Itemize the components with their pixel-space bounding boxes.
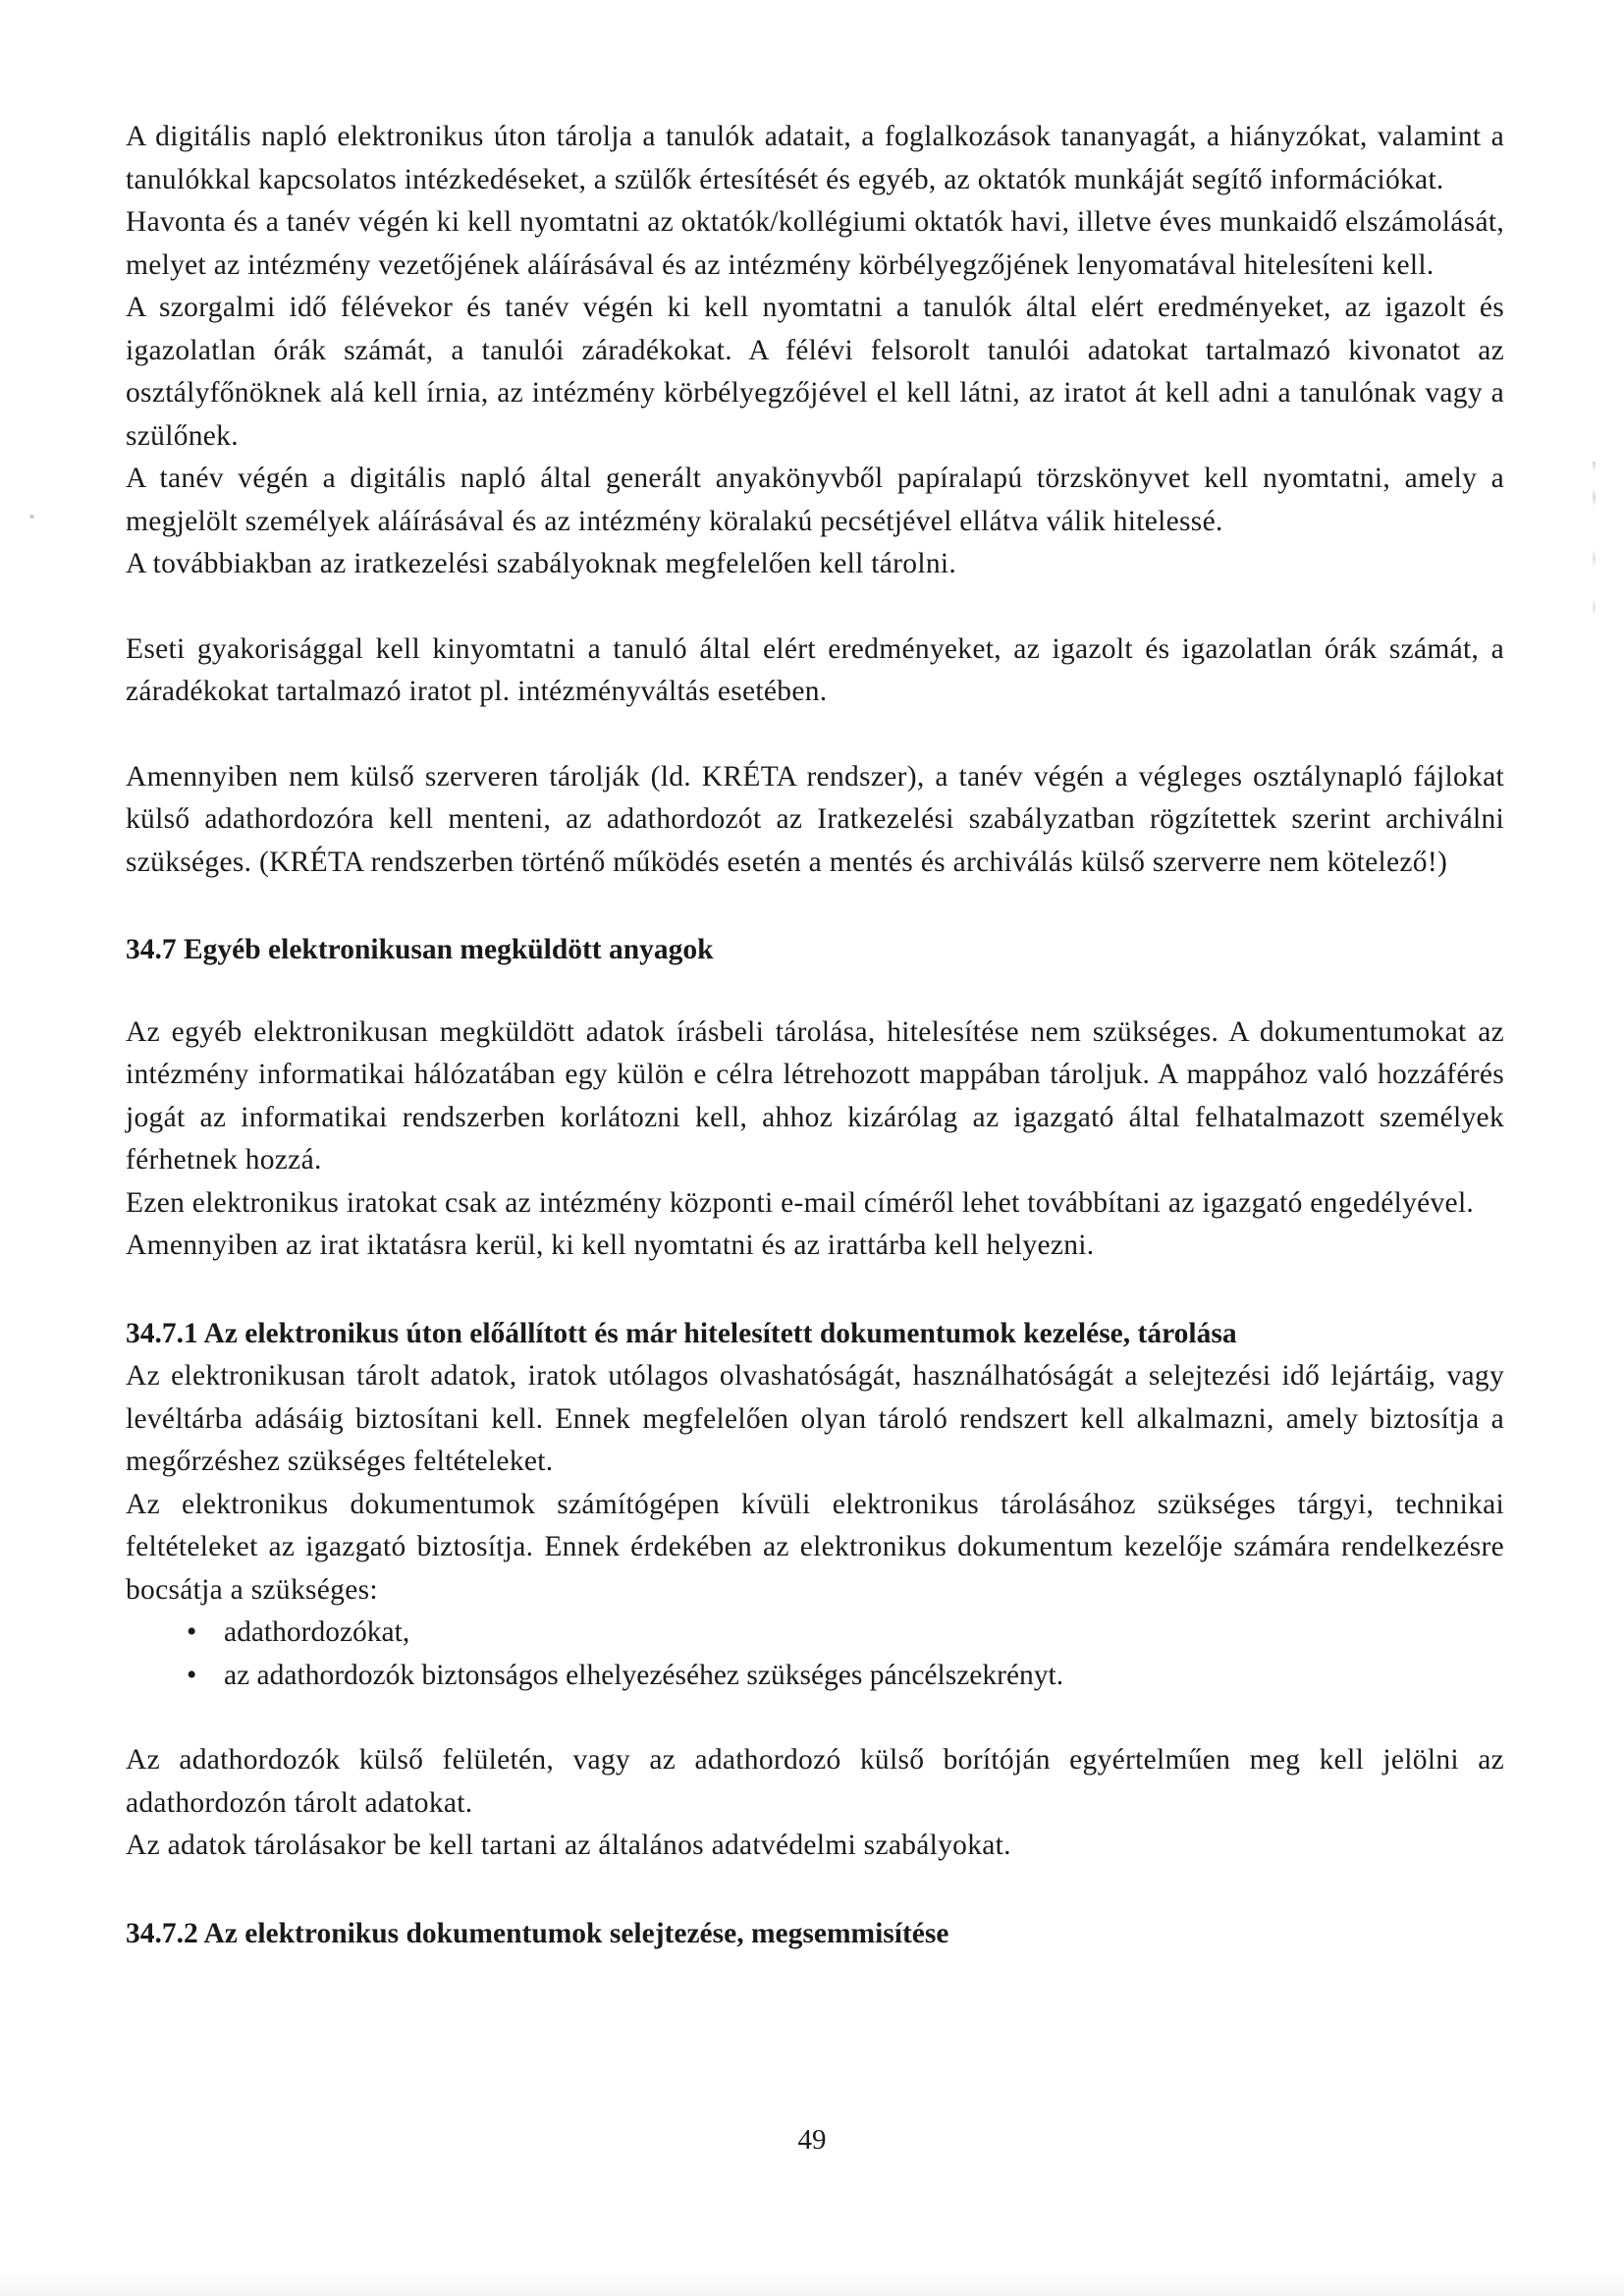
list-item-label: az adathordozók biztonságos elhelyezéséhez szükséges páncélszekrényt. — [224, 1659, 1064, 1691]
paragraph-szamitogepen-kivuli: Az elektronikus dokumentumok számítógépen kívüli elektronikus tárolásához szükséges tárgyi, technikai feltételeket az igazgató biztosítja. Ennek érdekében az elektronikus dokumentum kezelője számára rendelkezésre bocsátja a szükséges: — [126, 1488, 1504, 1606]
paragraph-tanev-vegen-torzskonyv: A tanév végén a digitális napló által generált anyakönyvből papíralapú törzskönyvet kell nyomtatni, amely a megjelölt személyek aláírásával és az intézmény köralakú pecsétjével ellátva válik hitelessé. — [126, 463, 1504, 537]
paragraph-amennyiben-kreta: Amennyiben nem külső szerveren tárolják (ld. KRÉTA rendszer), a tanév végén a végleges osztálynapló fájlokat külső adathordozóra kell menteni, az adathordozót az Iratkezelési szabályzatban rögzítettek szerint archiválni szükséges. (KRÉTA rendszerben történő működés esetén a mentés és archiválás külső szerverre nem kötelező!) — [126, 760, 1504, 878]
heading-block-34-7 — [126, 929, 1504, 972]
heading-block-34-7-2 — [126, 1913, 1504, 1956]
paragraph-ezen-elektronikus-iratok: Ezen elektronikus iratokat csak az intézmény központi e-mail címéről lehet továbbítani az igazgató engedélyével. — [126, 1186, 1475, 1219]
paragraph-havonta-tanev-vegen: Havonta és a tanév végén ki kell nyomtatni az oktatók/kollégiumi oktatók havi, illetve éves munkaidő elszámolását, melyet az intézmény vezetőjének aláírásával és az intézmény körbélyegzőjének lenyomatával hitelesíteni kell. — [126, 206, 1504, 281]
list-item-label: adathordozókat, — [224, 1616, 410, 1648]
scan-edge-artifact — [1593, 462, 1596, 629]
paragraph-szorgalmi-ido: A szorgalmi idő félévekor és tanév végén ki kell nyomtatni a tanulók által elért eredményeket, az igazolt és igazolatlan órák számát, a tanulói záradékokat. A félévi felsorolt tanulói adatokat tartalmazó kivonatot az osztályfőnöknek alá kell írnia, az intézmény körbélyegzőjével el kell látni, az iratot át kell adni a tanulónak vagy a szülőnek. — [126, 292, 1504, 452]
spacer-after-eseti — [126, 714, 1504, 756]
margin-speck-artifact — [29, 515, 34, 519]
paragraph-tovabbiakban-iratkezelesi: A továbbiakban az iratkezelési szabályoknak megfelelően kell tárolni. — [126, 548, 957, 579]
bullet-icon: • — [187, 1616, 197, 1648]
list-szukseges-eszkozok — [126, 1612, 1504, 1697]
paragraph-digitalis-naplo: A digitális napló elektronikus úton tárolja a tanulók adatait, a foglalkozások tananyagát, a hiányzókat, valamint a tanulókkal kapcsolatos intézkedéseket, a szülők értesítését és egyéb, az oktatók munkáját segítő információkat. — [126, 121, 1504, 195]
heading-block-34-7-1 — [126, 1313, 1504, 1356]
paragraph-elektronikusan-tarolt-adatok: Az elektronikusan tárolt adatok, iratok utólagos olvashatóságát, használhatóságát a selejtezési idő lejártáig, vagy levéltárba adásáig biztosítani kell. Ennek megfelelően olyan tároló rendszert kell alkalmazni, amely biztosítja a megőrzéshez szükséges feltételeket. — [126, 1360, 1504, 1477]
spacer-after-iratkezelesi — [126, 586, 1504, 629]
list-item — [126, 1655, 1504, 1698]
bullet-icon: • — [187, 1659, 197, 1691]
list-item — [126, 1612, 1504, 1655]
paragraph-egyeb-elektronikusan: Az egyéb elektronikusan megküldött adatok írásbeli tárolása, hitelesítése nem szükséges. A dokumentumokat az intézmény informatikai hálózatában egy külön e célra létrehozott mappában tároljuk. A mappához való hozzáférés jogát az informatikai rendszerben korlátozni kell, ahhoz kizárólag az igazgató által felhatalmazott személyek férhetnek hozzá. — [126, 1015, 1504, 1175]
page-number: 49 — [797, 2124, 827, 2156]
page-content — [126, 116, 1504, 1955]
paragraph-adatok-tarolasakor: Az adatok tárolásakor be kell tartani az általános adatvédelmi szabályokat. — [126, 1830, 1011, 1861]
spacer-after-list — [126, 1697, 1504, 1739]
paragraph-adathordozok-kulso-felulet: Az adathordozók külső felületén, vagy az adathordozó külső borítóján egyértelműen meg kell jelölni az adathordozón tárolt adatokat. — [126, 1744, 1504, 1819]
heading-34-7-1: 34.7.1 Az elektronikus úton előállított és már hitelesített dokumentumok kezelése, tárolása — [126, 1317, 1237, 1349]
paragraph-eseti-gyakorisaggal: Eseti gyakorisággal kell kinyomtatni a tanuló által elért eredményeket, az igazolt és igazolatlan órák számát, a záradékokat tartalmazó iratot pl. intézményváltás esetében. — [126, 632, 1504, 707]
heading-34-7: 34.7 Egyéb elektronikusan megküldött anyagok — [126, 934, 714, 965]
paragraph-amennyiben-iktatas: Amennyiben az irat iktatásra kerül, ki kell nyomtatni és az irattárba kell helyezni. — [126, 1230, 1095, 1261]
heading-34-7-2: 34.7.2 Az elektronikus dokumentumok selejtezése, megsemmisítése — [126, 1917, 949, 1949]
page-bottom-edge — [0, 2270, 1624, 2296]
